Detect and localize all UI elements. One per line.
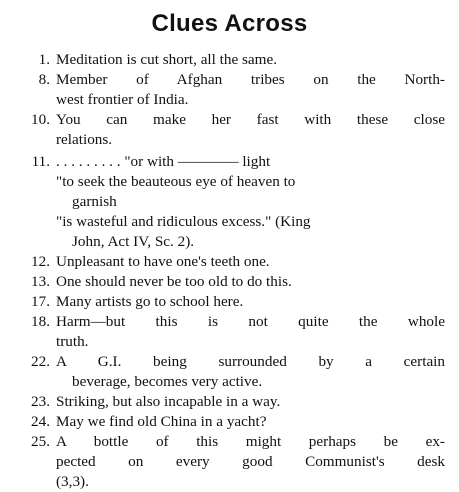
clue-12 xyxy=(0,252,459,272)
clue-17 xyxy=(0,292,459,312)
clue-11 xyxy=(0,152,459,252)
clue-text: truth. xyxy=(56,333,89,350)
clue-13 xyxy=(0,272,459,292)
clue-text: One should never be too old to do this. xyxy=(56,273,292,290)
clue-number: 17. xyxy=(31,293,50,310)
clue-24 xyxy=(0,412,459,432)
clue-text: John, Act IV, Sc. 2). xyxy=(72,233,195,250)
clue-text: Harm—but this is not quite the whole xyxy=(56,313,445,330)
clue-8 xyxy=(0,70,459,110)
clue-number: 11. xyxy=(31,153,50,170)
clue-number: 12. xyxy=(31,253,50,270)
clue-text: pected on every good Communist's desk xyxy=(56,453,445,470)
clue-number: 22. xyxy=(31,353,50,370)
clue-number: 13. xyxy=(31,273,50,290)
clue-23 xyxy=(0,392,459,412)
clue-25 xyxy=(0,432,459,492)
clue-text: garnish xyxy=(72,193,117,210)
clue-text: A G.I. being surrounded by a certain xyxy=(56,353,445,370)
clue-number: 18. xyxy=(31,313,50,330)
clue-text: Meditation is cut short, all the same. xyxy=(56,51,278,68)
clue-text: "is wasteful and ridiculous excess." (King xyxy=(56,213,311,230)
clue-text: Many artists go to school here. xyxy=(56,293,244,310)
clue-text: . . . . . . . . . "or with ———— light xyxy=(56,153,271,170)
clue-number: 10. xyxy=(31,111,50,128)
clue-text: You can make her fast with these close xyxy=(56,111,445,128)
clue-18 xyxy=(0,312,459,352)
clue-22 xyxy=(0,352,459,392)
clue-text: beverage, becomes very active. xyxy=(72,373,263,390)
clue-text: "to seek the beauteous eye of heaven to xyxy=(56,173,296,190)
clue-text: A bottle of this might perhaps be ex- xyxy=(56,433,445,450)
clue-text: May we find old China in a yacht? xyxy=(56,413,267,430)
clue-list xyxy=(0,50,459,492)
clue-number: 8. xyxy=(38,71,50,88)
clue-text: Unpleasant to have one's teeth one. xyxy=(56,253,270,270)
clue-number: 1. xyxy=(38,51,50,68)
clue-text: (3,3). xyxy=(56,473,89,490)
clue-number: 24. xyxy=(31,413,50,430)
section-title: Clues Across xyxy=(151,10,308,37)
clue-number: 23. xyxy=(31,393,50,410)
clue-text: west frontier of India. xyxy=(56,91,189,108)
clue-1 xyxy=(0,50,459,70)
clue-number: 25. xyxy=(31,433,50,450)
clue-text: Member of Afghan tribes on the North- xyxy=(56,71,445,88)
clue-10 xyxy=(0,110,459,150)
clue-text: Striking, but also incapable in a way. xyxy=(56,393,281,410)
clue-text: relations. xyxy=(56,131,113,148)
